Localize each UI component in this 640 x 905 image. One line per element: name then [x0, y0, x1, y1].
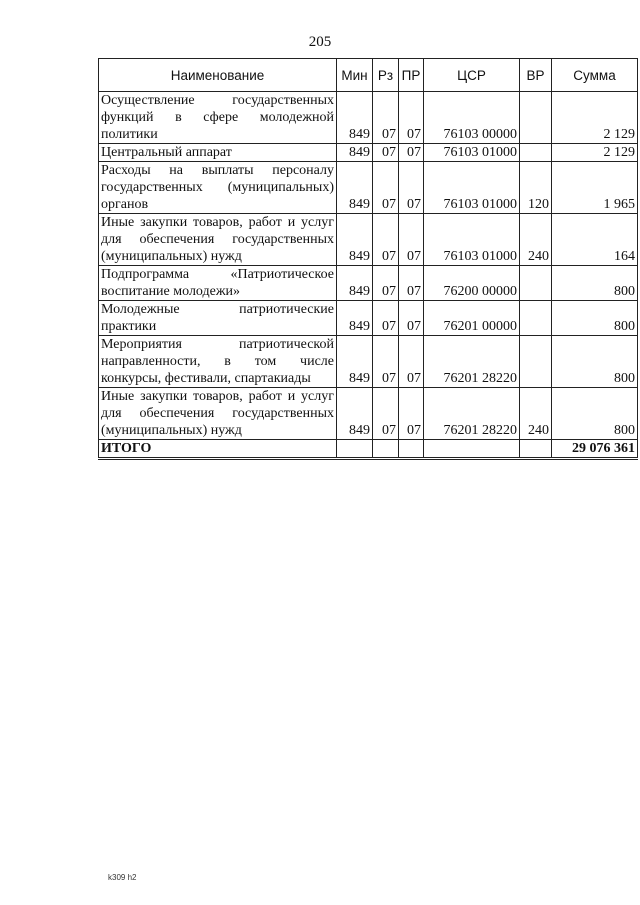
row-sum: 1 965	[552, 162, 638, 214]
row-name: Расходы на выплаты персоналу государственных (муниципальных) органов	[99, 162, 337, 214]
column-header-vr: ВР	[520, 59, 552, 92]
table-row	[99, 92, 638, 144]
row-rz: 07	[373, 388, 399, 440]
row-min: 849	[337, 92, 373, 144]
row-csr: 76103 01000	[424, 162, 520, 214]
row-pr: 07	[399, 92, 424, 144]
row-min: 849	[337, 266, 373, 301]
table-row	[99, 162, 638, 214]
row-name: Иные закупки товаров, работ и услуг для обеспечения государственных (муниципальных) нужд	[99, 214, 337, 266]
row-rz: 07	[373, 336, 399, 388]
row-min: 849	[337, 144, 373, 162]
total-sum: 29 076 361	[552, 440, 638, 459]
row-min: 849	[337, 388, 373, 440]
row-pr: 07	[399, 301, 424, 336]
row-sum: 800	[552, 266, 638, 301]
table-row	[99, 301, 638, 336]
row-csr: 76201 28220	[424, 336, 520, 388]
row-name: Осуществление государственных функций в сфере молодежной политики	[99, 92, 337, 144]
column-header-pr: ПР	[399, 59, 424, 92]
row-sum: 800	[552, 301, 638, 336]
row-sum: 2 129	[552, 92, 638, 144]
row-vr	[520, 92, 552, 144]
row-name: Иные закупки товаров, работ и услуг для обеспечения государственных (муниципальных) нужд	[99, 388, 337, 440]
row-pr: 07	[399, 266, 424, 301]
row-vr	[520, 266, 552, 301]
budget-table	[98, 58, 638, 460]
column-header-name: Наименование	[99, 59, 337, 92]
row-pr: 07	[399, 144, 424, 162]
row-name: Мероприятия патриотической направленности, в том числе конкурсы, фестивали, спартакиады	[99, 336, 337, 388]
row-pr: 07	[399, 336, 424, 388]
row-rz: 07	[373, 92, 399, 144]
row-rz: 07	[373, 214, 399, 266]
row-csr: 76201 00000	[424, 301, 520, 336]
row-sum: 800	[552, 336, 638, 388]
row-pr: 07	[399, 162, 424, 214]
total-label: ИТОГО	[99, 440, 337, 459]
row-sum: 2 129	[552, 144, 638, 162]
column-header-csr: ЦСР	[424, 59, 520, 92]
row-name: Молодежные патриотические практики	[99, 301, 337, 336]
row-vr: 240	[520, 214, 552, 266]
table-row	[99, 214, 638, 266]
row-vr: 120	[520, 162, 552, 214]
row-rz: 07	[373, 162, 399, 214]
row-pr: 07	[399, 214, 424, 266]
total-row	[99, 440, 638, 459]
row-rz: 07	[373, 301, 399, 336]
footer-code: k309 h2	[108, 873, 137, 882]
column-header-rz: Рз	[373, 59, 399, 92]
row-name: Подпрограмма «Патриотическое воспитание молодежи»	[99, 266, 337, 301]
row-min: 849	[337, 301, 373, 336]
row-vr	[520, 301, 552, 336]
row-csr: 76201 28220	[424, 388, 520, 440]
row-vr	[520, 336, 552, 388]
row-vr	[520, 144, 552, 162]
table-row	[99, 336, 638, 388]
page-number: 205	[308, 34, 332, 50]
row-rz: 07	[373, 266, 399, 301]
row-csr: 76103 01000	[424, 214, 520, 266]
row-min: 849	[337, 214, 373, 266]
row-csr: 76200 00000	[424, 266, 520, 301]
row-rz: 07	[373, 144, 399, 162]
row-min: 849	[337, 162, 373, 214]
row-sum: 800	[552, 388, 638, 440]
table-row	[99, 266, 638, 301]
row-pr: 07	[399, 388, 424, 440]
column-header-min: Мин	[337, 59, 373, 92]
table-header-row	[99, 59, 638, 92]
row-min: 849	[337, 336, 373, 388]
row-sum: 164	[552, 214, 638, 266]
row-vr: 240	[520, 388, 552, 440]
column-header-sum: Сумма	[552, 59, 638, 92]
table-row	[99, 388, 638, 440]
row-csr: 76103 01000	[424, 144, 520, 162]
row-csr: 76103 00000	[424, 92, 520, 144]
row-name: Центральный аппарат	[99, 144, 337, 162]
table-row	[99, 144, 638, 162]
